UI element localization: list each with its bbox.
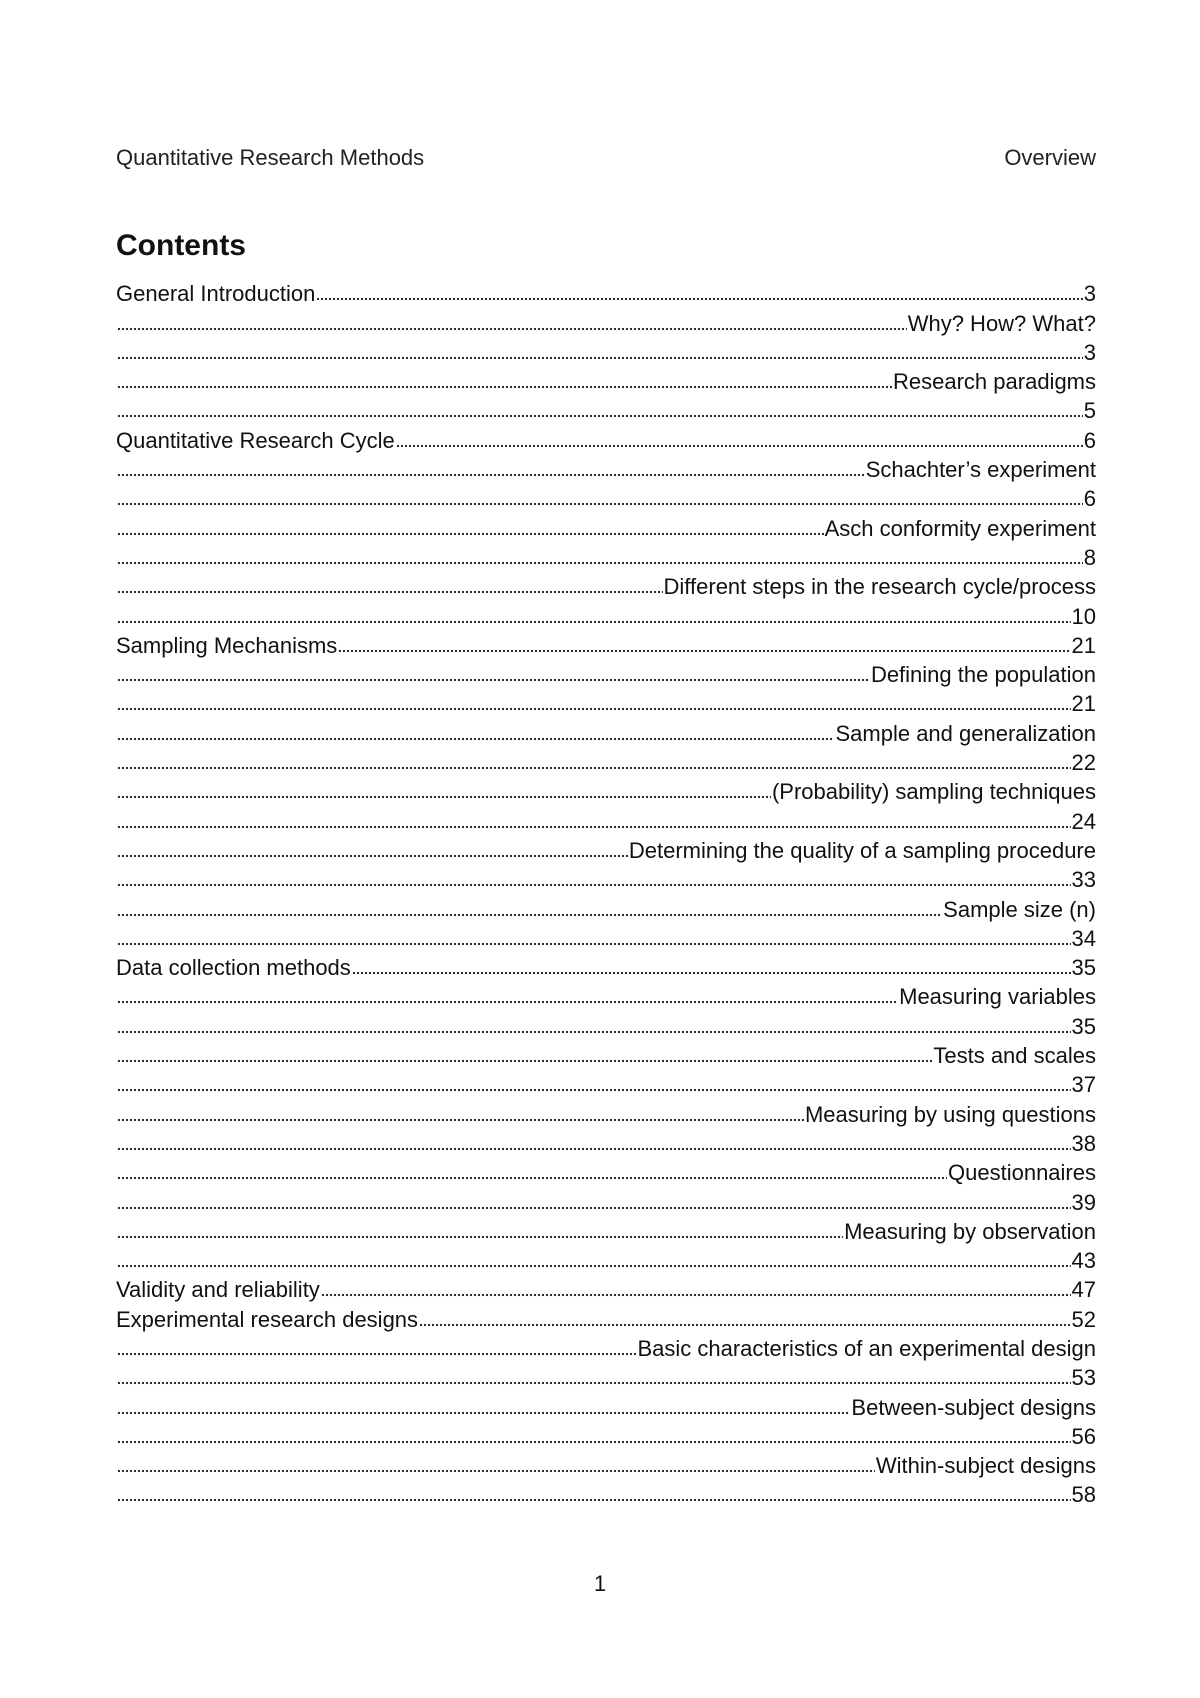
dot-leader	[117, 1263, 1071, 1269]
toc-entry[interactable]	[116, 1450, 1096, 1479]
toc-entry-title: Data collection methods	[116, 955, 351, 981]
dot-leader	[117, 999, 898, 1005]
toc-entry-end-text: 6	[1083, 427, 1096, 453]
dot-leader	[117, 824, 1071, 830]
toc-entry-end-text: Asch conformity experiment	[824, 515, 1096, 541]
toc-entry-end-text: 56	[1071, 1423, 1096, 1449]
dot-leader	[117, 706, 1071, 712]
toc-entry-end-text: (Probability) sampling techniques	[771, 779, 1096, 805]
page-header	[116, 144, 1096, 172]
dot-leader	[117, 882, 1071, 888]
toc-entry[interactable]	[116, 454, 1096, 483]
toc-entry-end-text: 38	[1071, 1130, 1096, 1156]
toc-entry-end-text: 21	[1071, 691, 1096, 717]
toc-entry-end-text: Sample and generalization	[835, 720, 1096, 746]
toc-entry[interactable]	[116, 1098, 1096, 1127]
toc-entry[interactable]	[116, 864, 1096, 893]
toc-entry[interactable]	[116, 1391, 1096, 1420]
dot-leader	[117, 794, 771, 800]
dot-leader	[117, 619, 1071, 625]
dot-leader	[117, 1029, 1071, 1035]
dot-leader	[117, 1468, 875, 1474]
toc-entry[interactable]	[116, 747, 1096, 776]
dot-leader	[117, 1234, 843, 1240]
toc-entry-end-text: 35	[1071, 1013, 1096, 1039]
toc-entry-end-text: 24	[1071, 808, 1096, 834]
toc-entry-end-text: Measuring variables	[899, 984, 1096, 1010]
toc-entry-end-text: 47	[1071, 1277, 1096, 1303]
toc-entry[interactable]	[116, 659, 1096, 688]
toc-entry-end-text: 22	[1071, 750, 1096, 776]
dot-leader	[352, 970, 1071, 976]
toc-entry[interactable]	[116, 1186, 1096, 1215]
toc-entry-end-text: 21	[1071, 632, 1096, 658]
header-document-title: Quantitative Research Methods	[116, 145, 425, 170]
dot-leader	[316, 296, 1082, 302]
dot-leader	[117, 1380, 1071, 1386]
toc-entry-end-text: Why? How? What?	[907, 310, 1096, 336]
toc-entry-end-text: Basic characteristics of an experimental design	[637, 1335, 1096, 1361]
toc-entry[interactable]	[116, 1128, 1096, 1157]
toc-entry-end-text: 3	[1083, 281, 1096, 307]
toc-entry[interactable]	[116, 1303, 1096, 1332]
toc-entry-end-text: Schachter’s experiment	[865, 457, 1096, 483]
dot-leader	[117, 355, 1083, 361]
dot-leader	[117, 1439, 1071, 1445]
dot-leader	[117, 1058, 932, 1064]
toc-entry[interactable]	[116, 1333, 1096, 1362]
toc-entry-end-text: 8	[1083, 544, 1096, 570]
toc-entry[interactable]	[116, 307, 1096, 336]
dot-leader	[396, 443, 1083, 449]
toc-entry-end-text: Within-subject designs	[875, 1453, 1096, 1479]
dot-leader	[117, 531, 824, 537]
page-number: 1	[593, 1571, 607, 1596]
toc-entry[interactable]	[116, 630, 1096, 659]
toc-entry-end-text: 5	[1083, 398, 1096, 424]
dot-leader	[117, 1087, 1071, 1093]
dot-leader	[117, 853, 628, 859]
toc-entry[interactable]	[116, 1362, 1096, 1391]
toc-entry[interactable]	[116, 1216, 1096, 1245]
toc-entry[interactable]	[116, 688, 1096, 717]
dot-leader	[338, 648, 1070, 654]
dot-leader	[117, 941, 1071, 947]
toc-entry[interactable]	[116, 923, 1096, 952]
dot-leader	[117, 736, 834, 742]
toc-entry-end-text: 53	[1071, 1365, 1096, 1391]
toc-entry[interactable]	[116, 717, 1096, 746]
toc-entry[interactable]	[116, 1245, 1096, 1274]
toc-entry[interactable]	[116, 981, 1096, 1010]
toc-entry[interactable]	[116, 424, 1096, 453]
dot-leader	[117, 677, 870, 683]
toc-entry-end-text: Different steps in the research cycle/process	[663, 574, 1096, 600]
toc-entry-end-text: 3	[1083, 339, 1096, 365]
dot-leader	[117, 1497, 1071, 1503]
dot-leader	[321, 1292, 1071, 1298]
toc-entry-end-text: 58	[1071, 1482, 1096, 1508]
toc-entry-end-text: 35	[1071, 955, 1096, 981]
toc-entry-end-text: 39	[1071, 1189, 1096, 1215]
header-section-title: Overview	[1004, 145, 1096, 170]
toc-entry-title: Quantitative Research Cycle	[116, 427, 395, 453]
toc-entry-end-text: 43	[1071, 1248, 1096, 1274]
toc-entry-title: Validity and reliability	[116, 1277, 320, 1303]
toc-entry-end-text: 6	[1083, 486, 1096, 512]
toc-entry-end-text: Defining the population	[870, 662, 1096, 688]
toc-entry[interactable]	[116, 571, 1096, 600]
toc-entry[interactable]	[116, 337, 1096, 366]
toc-entry-end-text: Sample size (n)	[943, 896, 1096, 922]
dot-leader	[117, 326, 907, 332]
toc-entry-end-text: 10	[1071, 603, 1096, 629]
dot-leader	[117, 1146, 1071, 1152]
dot-leader	[117, 501, 1083, 507]
toc-entry-title: Experimental research designs	[116, 1306, 419, 1332]
toc-entry[interactable]	[116, 835, 1096, 864]
toc-entry[interactable]	[116, 600, 1096, 629]
dot-leader	[117, 384, 892, 390]
table-of-contents	[116, 278, 1096, 1508]
dot-leader	[117, 765, 1071, 771]
dot-leader	[117, 1351, 636, 1357]
dot-leader	[117, 1117, 804, 1123]
toc-entry-end-text: Between-subject designs	[851, 1394, 1096, 1420]
toc-entry[interactable]	[116, 542, 1096, 571]
dot-leader	[117, 413, 1083, 419]
dot-leader	[117, 560, 1083, 566]
toc-entry-title: General Introduction	[116, 281, 316, 307]
toc-entry-end-text: 34	[1071, 925, 1096, 951]
dot-leader	[117, 1410, 850, 1416]
toc-entry[interactable]	[116, 952, 1096, 981]
toc-entry-end-text: Measuring by using questions	[804, 1101, 1096, 1127]
toc-entry[interactable]	[116, 1010, 1096, 1039]
toc-entry[interactable]	[116, 1274, 1096, 1303]
toc-entry[interactable]	[116, 1157, 1096, 1186]
toc-entry-end-text: Determining the quality of a sampling procedure	[628, 837, 1096, 863]
toc-entry[interactable]	[116, 805, 1096, 834]
dot-leader	[117, 1175, 947, 1181]
toc-entry[interactable]	[116, 1421, 1096, 1450]
toc-entry-end-text: 33	[1071, 867, 1096, 893]
toc-entry-end-text: 52	[1071, 1306, 1096, 1332]
dot-leader	[117, 1205, 1071, 1211]
dot-leader	[117, 472, 865, 478]
toc-entry-end-text: 37	[1071, 1072, 1096, 1098]
toc-entry-end-text: Questionnaires	[948, 1160, 1096, 1186]
toc-entry[interactable]	[116, 893, 1096, 922]
toc-entry-end-text: Research paradigms	[893, 369, 1096, 395]
contents-heading: Contents	[116, 229, 246, 262]
toc-entry[interactable]	[116, 1040, 1096, 1069]
dot-leader	[117, 912, 942, 918]
toc-entry[interactable]	[116, 1069, 1096, 1098]
toc-entry-end-text: Tests and scales	[933, 1043, 1096, 1069]
toc-entry-title: Sampling Mechanisms	[116, 632, 338, 658]
toc-entry[interactable]	[116, 366, 1096, 395]
toc-entry[interactable]	[116, 278, 1096, 307]
toc-entry[interactable]	[116, 395, 1096, 424]
dot-leader	[419, 1322, 1070, 1328]
dot-leader	[117, 589, 663, 595]
toc-entry[interactable]	[116, 776, 1096, 805]
toc-entry[interactable]	[116, 483, 1096, 512]
toc-entry[interactable]	[116, 512, 1096, 541]
toc-entry[interactable]	[116, 1479, 1096, 1508]
toc-entry-end-text: Measuring by observation	[844, 1218, 1096, 1244]
